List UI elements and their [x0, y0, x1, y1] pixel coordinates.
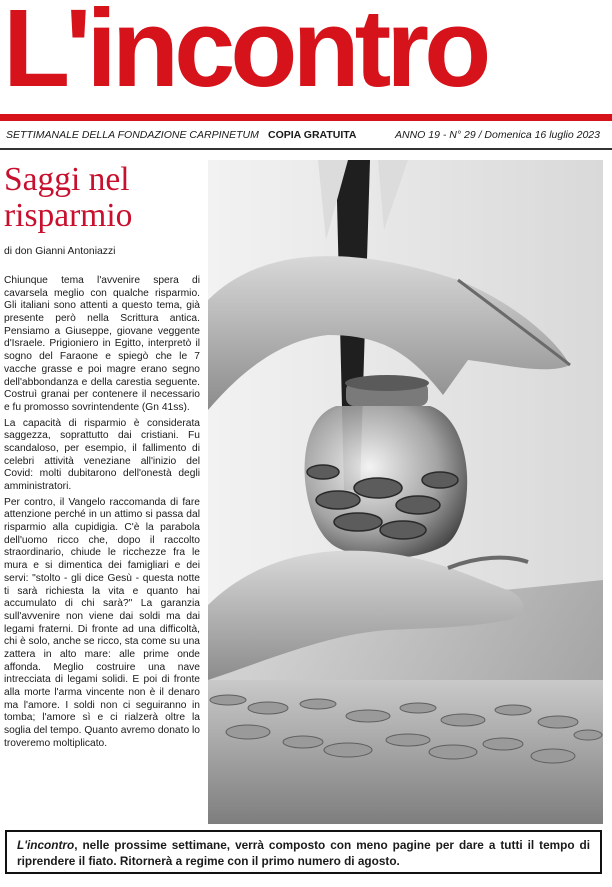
masthead [0, 0, 612, 125]
issue-info-bar [0, 124, 612, 148]
article-paragraph: La capacità di risparmio è considerata saggezza, soprattutto dai cristiani. Fu scandaloso, per esempio, il fallimento di celebri attività veneziane all'inizio del Covid: molti dubitarono dell'onestà degli amministratori. [4, 417, 200, 492]
publisher-label: SETTIMANALE DELLA FONDAZIONE CARPINETUM [6, 129, 259, 141]
notice-body: , nelle prossime settimane, verrà composto con meno pagine per dare a tutti il tempo di riprendere il fiato. Ritornerà a regime con il primo numero di agosto. [17, 838, 590, 868]
notice-title: L'incontro [17, 838, 75, 852]
issue-date-label: ANNO 19 - N° 29 / Domenica 16 luglio 2023 [395, 129, 600, 141]
article-byline: di don Gianni Antoniazzi [4, 246, 116, 257]
newspaper-logo: L'incontro [3, 0, 487, 110]
article-paragraph: Per contro, il Vangelo raccomanda di fare attenzione perché in un attimo si passa dal risparmio alla cupidigia. C'è la parabola dell'uomo ricco che, dopo il raccolto straordinario, chiude le ricchezze fra le mura e si dimentica dei famigliari e dei servi: "stolto - gli dice Gesù - questa notte ti sarà richiesta la vita e quanto hai accumulato di chi sarà?" La garanzia sull'avvenire non viene dai soldi ma dai legami fraterni. Di fronte ad una difficoltà, chi è solo, anche se ricco, sta come su una zattera in alto mare: alle prime onde affonda. Meglio costruire una nave intrecciata di legami solidi. E poi di fronte alla morte l'arma vincente non è il denaro ma l'amore. I soldi non ci seguiranno in tomba; l'amore sì e ci rialzerà oltre la soglia del tempo. Quanto avremo donato lo troveremo moltiplicato. [4, 496, 201, 749]
article-headline: Saggi nel risparmio [4, 161, 133, 234]
infobar-divider [0, 148, 612, 150]
price-label: COPIA GRATUITA [268, 129, 357, 141]
article-paragraph: Chiunque tema l'avvenire spera di cavarsela meglio con qualche risparmio. Gli italiani sono attenti a questo tema, già presente però nella Scrittura antica. Pensiamo a Giuseppe, giovane veggente d'Israele. Prigioniero in Egitto, interpretò il sogno del Faraone e spiegò che le 7 vacche grasse e poi magre erano segno dell'abbondanza e della carestia seguente. Costruì granai per contenere il necessario e fu promosso sovrintendente (Gn 41ss). [4, 275, 200, 413]
article-body [4, 275, 200, 750]
article-photo [208, 160, 603, 824]
notice-text [7, 832, 600, 869]
masthead-red-rule [0, 114, 612, 121]
notice-box [5, 830, 602, 874]
coin-jar-in-hands-icon [208, 160, 603, 824]
